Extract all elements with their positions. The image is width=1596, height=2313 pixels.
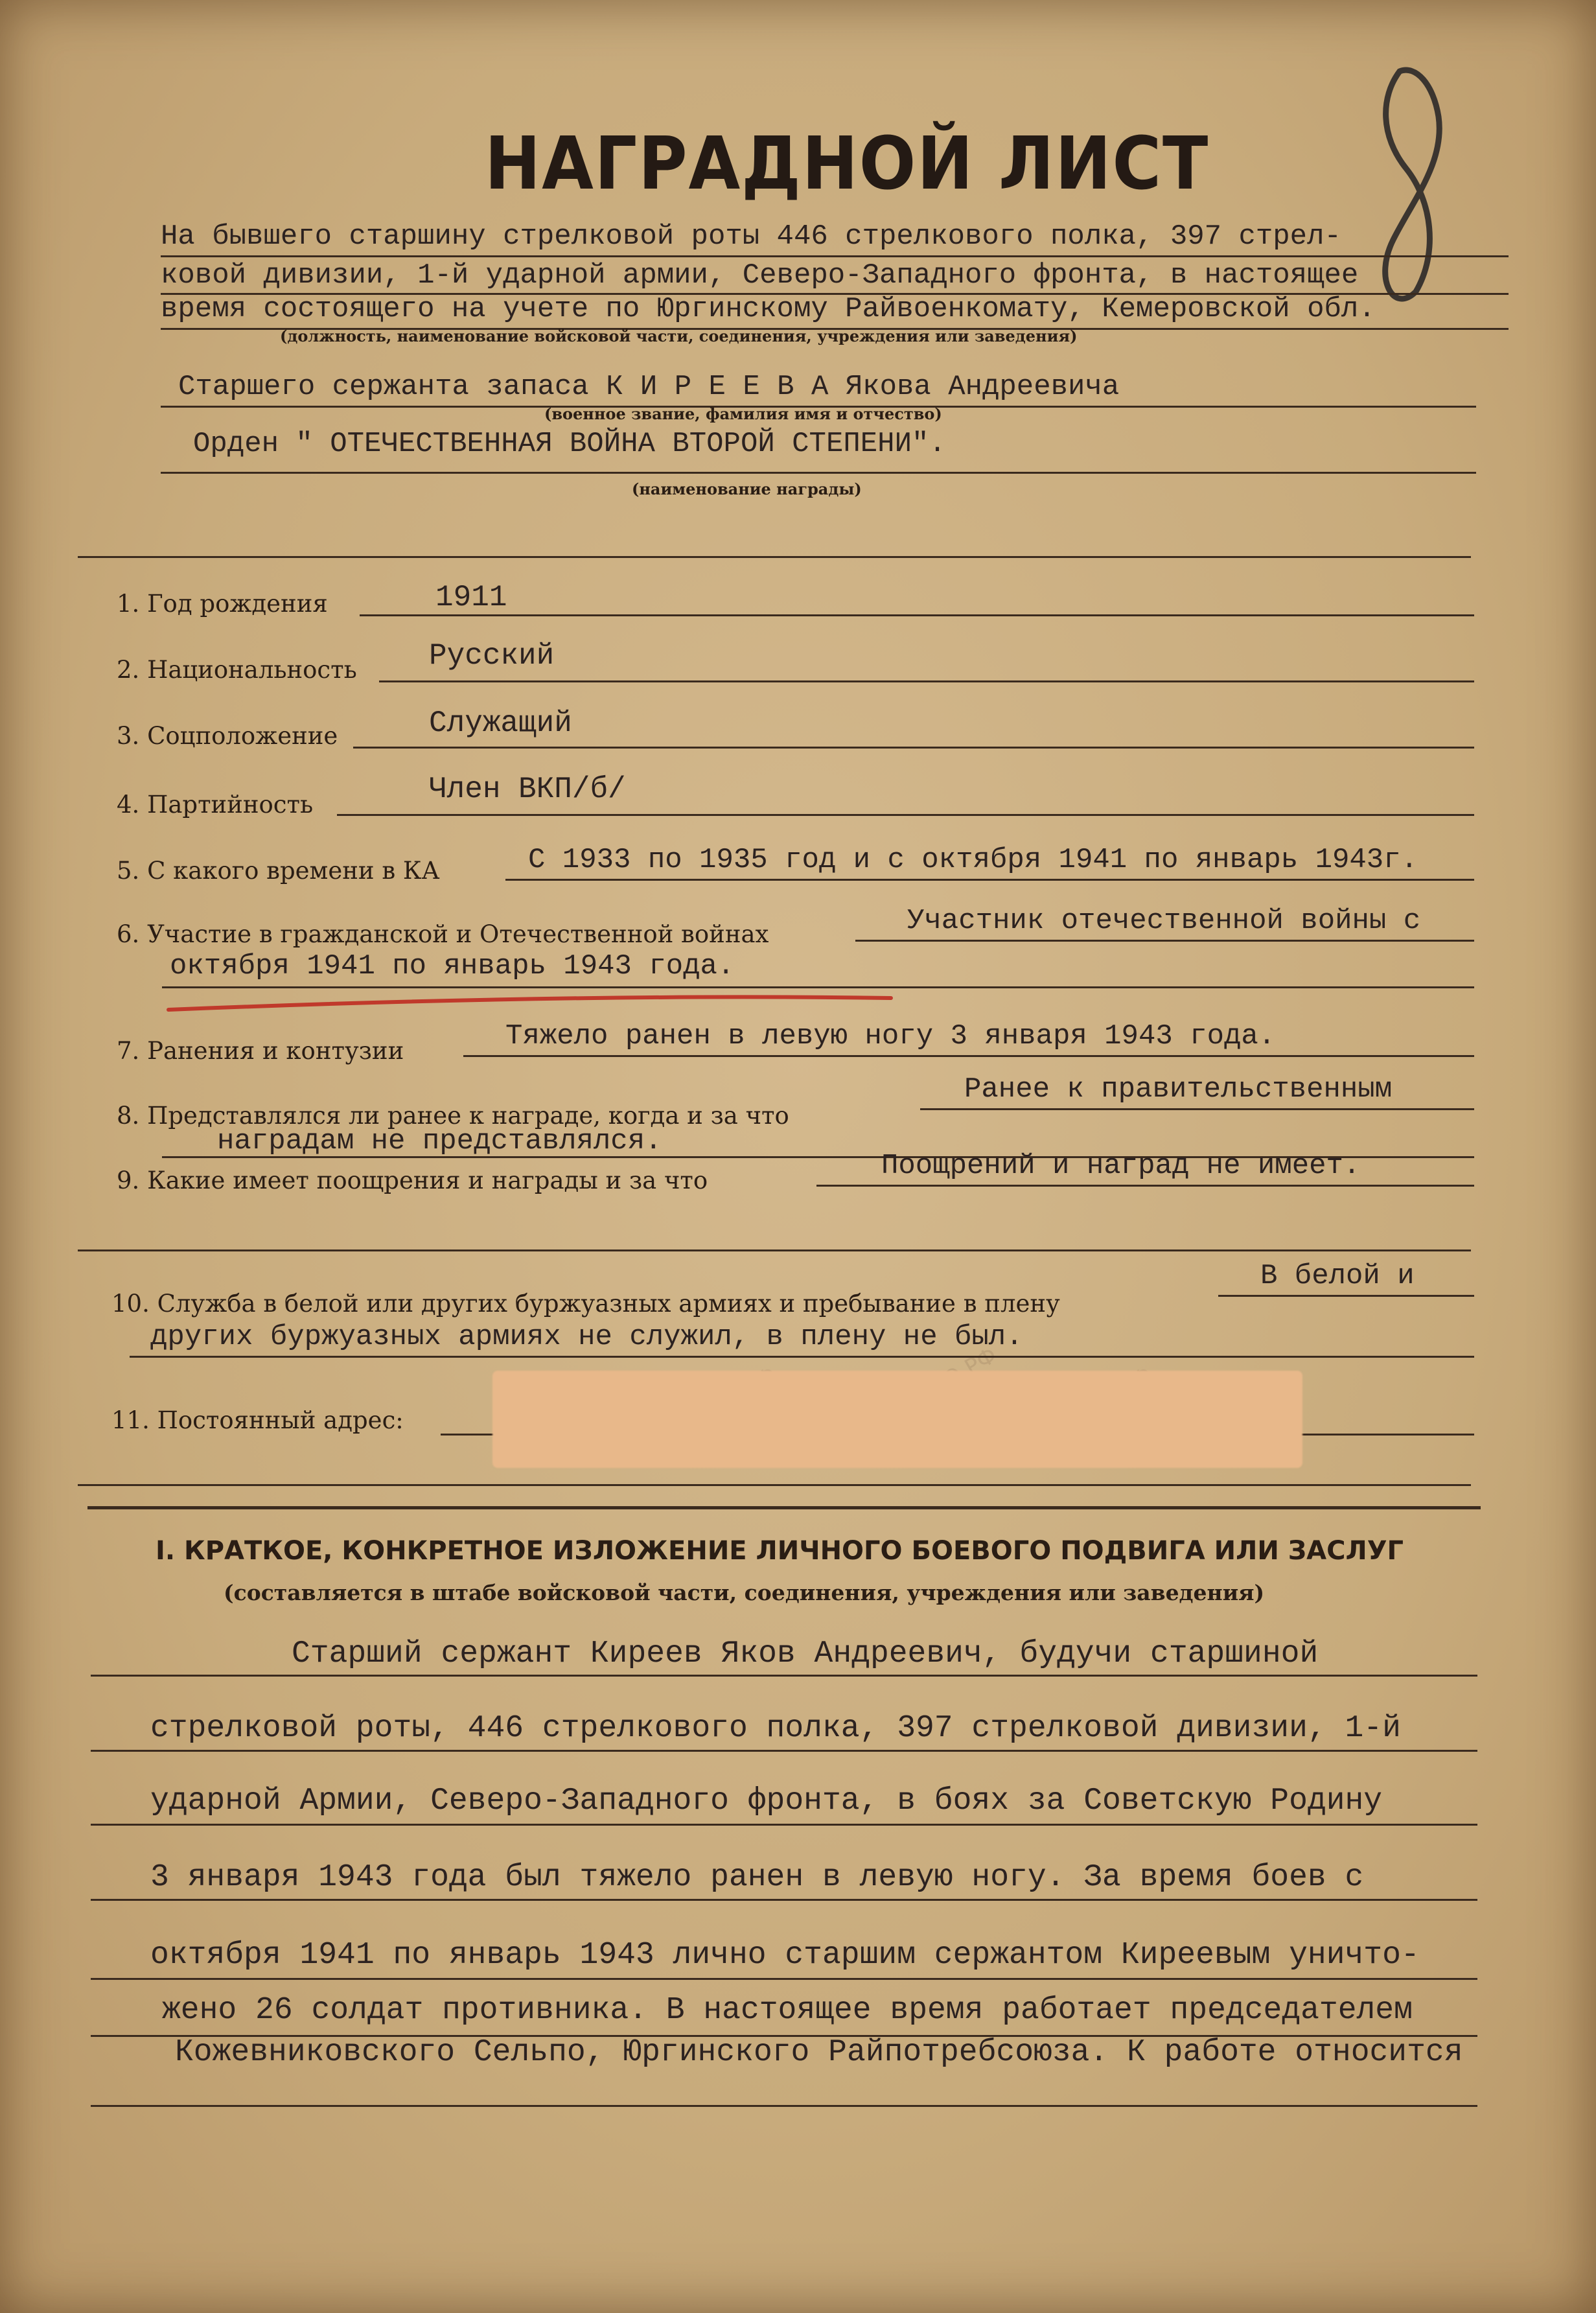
field-label-social-status: 3. Соцположение (117, 722, 338, 750)
rule (162, 986, 1474, 988)
narrative-line-2: стрелковой роты, 446 стрелкового полка, 397 стрелковой дивизии, 1-й (150, 1711, 1401, 1746)
narrative-line-4: 3 января 1943 года был тяжело ранен в левую ногу. За время боев с (150, 1860, 1364, 1895)
rule (78, 1484, 1471, 1486)
field-value-prior-awards-1: Ранее к правительственным (964, 1073, 1393, 1106)
rule (161, 472, 1476, 474)
intro-line-2: ковой дивизии, 1-й ударной армии, Северо-Западного фронта, в настоящее (161, 259, 1359, 292)
field-value-white-army-2: других буржуазных армиях не служил, в плену не был. (150, 1321, 1023, 1353)
page-title: НАГРАДНОЙ ЛИСТ (485, 122, 1210, 206)
red-pencil-underline (165, 990, 894, 1016)
section-heading: I. КРАТКОЕ, КОНКРЕТНОЕ ИЗЛОЖЕНИЕ ЛИЧНОГО БОЕВОГО ПОДВИГА ИЛИ ЗАСЛУГ (156, 1536, 1404, 1566)
section-subheading: (составляется в штабе войсковой части, соединения, учреждения или заведения) (224, 1580, 1265, 1605)
rule (91, 1750, 1477, 1752)
rule (78, 1249, 1471, 1251)
rule (379, 680, 1474, 682)
field-label-war-participation: 6. Участие в гражданской и Отечественной войнах (117, 920, 769, 948)
intro-line-1: На бывшего старшину стрелковой роты 446 стрелкового полка, 397 стрел- (161, 220, 1341, 253)
person-name: Старшего сержанта запаса К И Р Е Е В А Якова Андреевича (178, 371, 1120, 403)
narrative-line-5: октября 1941 по январь 1943 лично старшим сержантом Киреевым уничто- (150, 1938, 1420, 1973)
handwritten-number (1354, 58, 1464, 318)
caption-position: (должность, наименование войсковой части, соединения, учреждения или заведения) (280, 327, 1078, 345)
caption-award: (наименование награды) (632, 480, 862, 498)
field-label-address: 11. Постоянный адрес: (111, 1406, 404, 1434)
field-value-prior-awards-2: наградам не представлялся. (217, 1125, 662, 1157)
rule (91, 1978, 1477, 1980)
rule (91, 1899, 1477, 1901)
rule (360, 614, 1474, 616)
field-label-party: 4. Партийность (117, 791, 314, 819)
field-label-white-army: 10. Служба в белой или других буржуазных армиях и пребывание в плену (111, 1290, 1060, 1318)
award-name: Орден " ОТЕЧЕСТВЕННАЯ ВОЙНА ВТОРОЙ СТЕПЕНИ". (193, 428, 946, 460)
caption-person: (военное звание, фамилия имя и отчество) (544, 404, 942, 423)
field-value-war-participation-2: октября 1941 по январь 1943 года. (170, 950, 735, 982)
field-value-birth-year: 1911 (435, 581, 507, 614)
rule (91, 2105, 1477, 2107)
rule (855, 940, 1474, 942)
field-label-army-service: 5. С какого времени в КА (117, 857, 440, 885)
rule (505, 879, 1474, 881)
rule (87, 1506, 1481, 1509)
rule (816, 1185, 1474, 1187)
field-label-birth-year: 1. Год рождения (117, 590, 328, 618)
field-value-honors: Поощрений и наград не имеет. (881, 1150, 1361, 1182)
narrative-line-6: жено 26 солдат противника. В настоящее время работает председателем (162, 1993, 1413, 2028)
rule (920, 1108, 1474, 1110)
rule (337, 814, 1474, 816)
field-value-nationality: Русский (429, 639, 555, 673)
rule (463, 1055, 1474, 1057)
field-value-army-service: С 1933 по 1935 год и с октября 1941 по январь 1943г. (528, 844, 1418, 876)
narrative-line-3: ударной Армии, Северо-Западного фронта, в боях за Советскую Родину (150, 1784, 1383, 1819)
rule (130, 1356, 1474, 1358)
intro-line-3: время состоящего на учете по Юргинскому Райвоенкомату, Кемеровской обл. (161, 293, 1376, 325)
rule (91, 1675, 1477, 1677)
rule (161, 255, 1509, 257)
rule (1218, 1295, 1474, 1297)
field-label-nationality: 2. Национальность (117, 656, 357, 684)
field-label-prior-awards: 8. Представлялся ли ранее к награде, когда и за что (117, 1102, 789, 1130)
narrative-line-1: Старший сержант Киреев Яков Андреевич, будучи старшиной (292, 1636, 1319, 1671)
rule (91, 1824, 1477, 1826)
field-value-social-status: Служащий (429, 706, 572, 740)
field-value-wounds: Тяжело ранен в левую ногу 3 января 1943 года. (505, 1020, 1276, 1052)
field-label-wounds: 7. Ранения и контузии (117, 1037, 404, 1065)
rule (78, 556, 1471, 558)
field-value-party: Член ВКП/б/ (429, 773, 626, 806)
field-label-honors: 9. Какие имеет поощрения и награды и за что (117, 1167, 708, 1194)
narrative-line-7: Кожевниковского Сельпо, Юргинского Райпотребсоюза. К работе относится (175, 2035, 1463, 2070)
field-value-war-participation-1: Участник отечественной войны с (907, 905, 1421, 937)
redaction-block (492, 1371, 1302, 1468)
rule (353, 747, 1474, 749)
field-value-white-army-1: В белой и (1260, 1260, 1415, 1292)
